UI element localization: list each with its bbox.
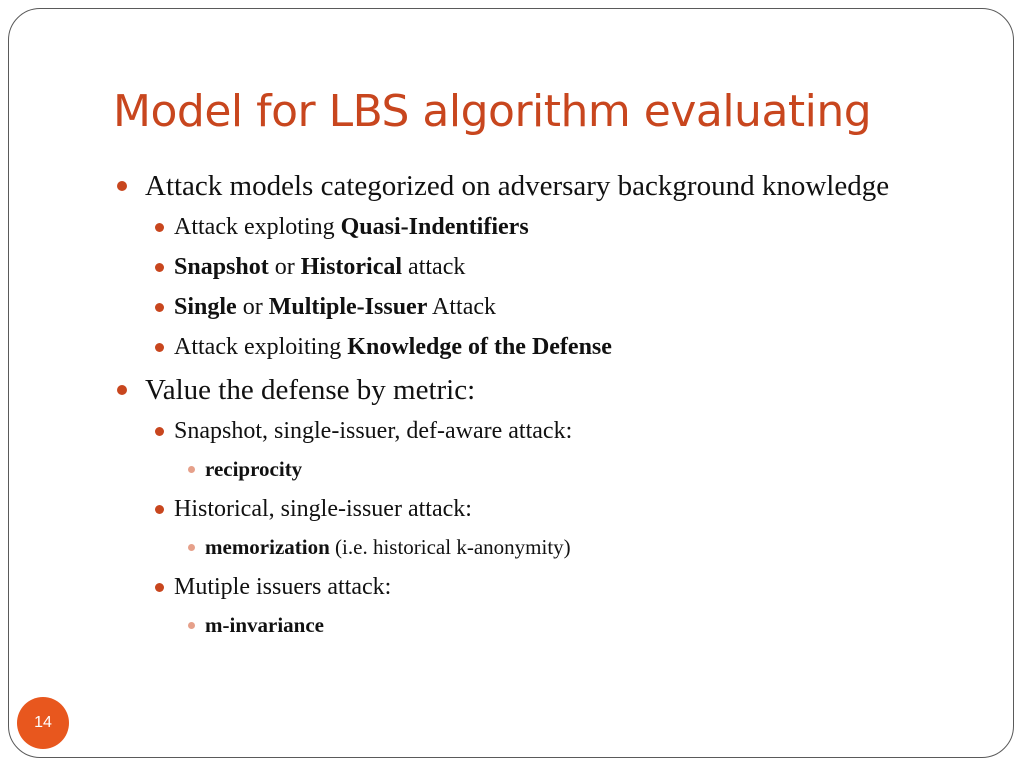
bullet-level3-memorization — [115, 534, 975, 560]
bullet-dot-icon — [155, 505, 164, 514]
bullet-level2-quasi — [115, 212, 975, 242]
bullet-bold-text: m-invariance — [205, 613, 324, 637]
bullet-bold-text: reciprocity — [205, 457, 303, 481]
bullet-dot-icon — [155, 223, 164, 232]
bullet-bold-text: Single — [174, 294, 237, 320]
bullet-level2-knowledge — [115, 332, 975, 362]
bullet-level2-snapshot — [115, 252, 975, 282]
bullet-dot-icon — [117, 385, 127, 395]
bullet-text: Attack — [427, 294, 497, 320]
bullet-level3-m-invariance — [115, 612, 975, 638]
bullet-dot-icon — [188, 544, 195, 551]
bullet-dot-icon — [155, 303, 164, 312]
bullet-text: Attack exploiting — [174, 334, 348, 360]
bullet-dot-icon — [155, 427, 164, 436]
bullet-bold-text: Snapshot — [174, 254, 269, 280]
bullet-text: attack — [402, 254, 466, 280]
bullet-dot-icon — [155, 343, 164, 352]
bullet-text: Historical, single-issuer attack: — [174, 496, 472, 522]
bullet-level3-reciprocity — [115, 456, 975, 482]
bullet-level2-historical-single — [115, 494, 975, 524]
bullet-level1-attack-models — [115, 168, 975, 204]
bullet-dot-icon — [155, 263, 164, 272]
slide-body — [115, 168, 975, 650]
bullet-bold-text: Historical — [300, 254, 403, 280]
slide-title: Model for LBS algorithm evaluating — [113, 86, 872, 137]
bullet-bold-text: Multiple-Issuer — [268, 294, 428, 320]
bullet-text: (i.e. historical k-anonymity) — [329, 535, 571, 559]
bullet-bold-text: Knowledge of the Defense — [347, 334, 612, 360]
page-number-badge — [17, 697, 69, 749]
bullet-text: Value the defense by metric: — [145, 374, 476, 406]
bullet-dot-icon — [188, 622, 195, 629]
bullet-level2-single — [115, 292, 975, 322]
bullet-text: Snapshot, single-issuer, def-aware attack: — [174, 418, 573, 444]
bullet-text: Attack exploting — [174, 214, 341, 240]
page-number: 14 — [34, 714, 52, 731]
bullet-bold-text: memorization — [205, 535, 330, 559]
bullet-dot-icon — [117, 181, 127, 191]
bullet-dot-icon — [155, 583, 164, 592]
bullet-text: Mutiple issuers attack: — [174, 574, 392, 600]
bullet-text: or — [236, 294, 269, 320]
bullet-level1-value-defense — [115, 372, 975, 408]
bullet-text: Attack models categorized on adversary background knowledge — [145, 170, 890, 202]
bullet-text: or — [268, 254, 301, 280]
bullet-bold-text: Quasi-Indentifiers — [340, 214, 529, 240]
bullet-level2-multiple-issuers — [115, 572, 975, 602]
bullet-dot-icon — [188, 466, 195, 473]
bullet-level2-snapshot-single — [115, 416, 975, 446]
